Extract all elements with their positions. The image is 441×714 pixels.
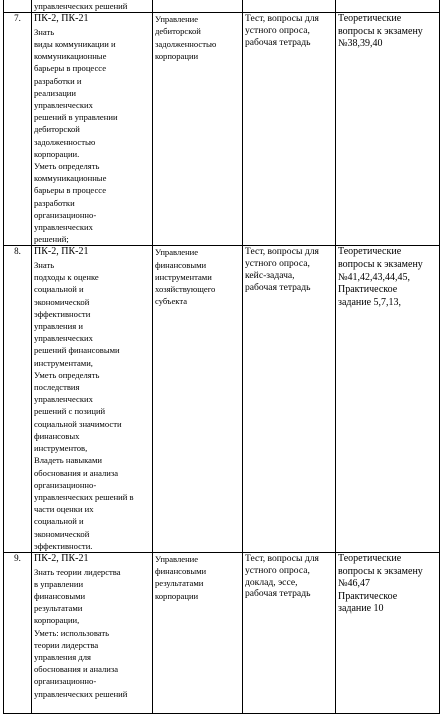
text-line: управления для: [34, 651, 91, 662]
text-line: разработки и: [34, 75, 82, 86]
text-line: Уметь определять: [34, 369, 100, 380]
text-line: результатами: [34, 603, 83, 614]
text-line: финансовыми: [155, 566, 207, 577]
text-line: экономической: [34, 528, 90, 539]
text-line: кейс-задача,: [245, 270, 295, 282]
text-line: эффективности: [34, 308, 91, 319]
text-line: финансовыми: [155, 259, 207, 270]
competence-code: ПК-2, ПК-21: [34, 13, 89, 25]
assessment-fund-cell: [336, 246, 440, 552]
text-line: управленческих: [34, 333, 93, 344]
text-line: разработки: [34, 197, 75, 208]
competence-code: ПК-2, ПК-21: [34, 246, 89, 258]
text-line: Знать: [34, 260, 55, 271]
competence-cell: [32, 246, 153, 552]
table-row-continued: [4, 0, 440, 13]
text-line: теории лидерства: [34, 639, 99, 650]
text-line: рабочая тетрадь: [245, 281, 311, 293]
text-line: инструментами: [155, 271, 212, 282]
text-line: виды коммуникации и: [34, 39, 116, 49]
text-line: результатами: [155, 578, 204, 589]
competence-code: ПК-2, ПК-21: [34, 552, 89, 564]
text-line: управленческих: [34, 222, 93, 233]
text-line: Тест, вопросы для: [245, 552, 319, 564]
text-line: последствия: [34, 382, 80, 393]
text-line: социальной и: [34, 516, 84, 527]
competence-cell: [32, 0, 153, 13]
text-line: экономической: [34, 296, 90, 307]
text-line: задание 5,7,13,: [338, 296, 402, 308]
text-line: задание 10: [338, 603, 384, 615]
text-line: управленческих решений: [34, 688, 128, 699]
text-line: рабочая тетрадь: [245, 588, 311, 600]
text-line: организационно-: [34, 209, 97, 220]
text-line: социальной значимости: [34, 418, 122, 429]
text-line: устного опроса,: [245, 564, 310, 576]
topic-cell: [153, 246, 243, 552]
table-row: [4, 246, 440, 552]
text-line: финансовых: [34, 430, 80, 441]
text-line: устного опроса,: [245, 25, 310, 36]
text-line: коммуникационные: [34, 173, 107, 184]
assessment-fund-cell: [336, 13, 440, 246]
text-line: решений с позиций: [34, 406, 106, 417]
assessment-forms-cell: [243, 13, 336, 246]
text-line: барьеры в процессе: [34, 63, 107, 74]
text-line: управления и: [34, 321, 83, 332]
text-line: инструментов,: [34, 443, 88, 454]
text-line: барьеры в процессе: [34, 185, 107, 196]
text-line: Знать теории лидерства: [34, 566, 121, 577]
text-line: вопросы к экзамену: [338, 259, 423, 271]
text-line: корпорации: [155, 50, 199, 61]
text-line: дебиторской: [155, 26, 201, 37]
text-line: Теоретические: [338, 552, 402, 564]
text-line: финансовыми: [34, 590, 86, 601]
text-line: реализации: [34, 87, 76, 98]
text-line: №38,39,40: [338, 38, 383, 50]
competence-text: [34, 259, 150, 552]
text-line: корпорации,: [34, 615, 80, 626]
text-line: вопросы к экзамену: [338, 25, 423, 37]
text-line: эффективности.: [34, 540, 93, 551]
text-line: Теоретические: [338, 246, 402, 258]
text-line: коммуникационные: [34, 51, 107, 62]
text-line: задолженностью: [34, 136, 96, 147]
text-line: Управление: [155, 14, 199, 25]
text-line: подходы к оценке: [34, 272, 99, 283]
assessment-forms-cell: [243, 246, 336, 552]
topic-cell: [153, 552, 243, 713]
competence-text: управленческих решений: [34, 1, 128, 11]
text-line: корпорации: [155, 590, 199, 601]
row-number: 7.: [4, 13, 32, 246]
text-line: хозяйствующего: [155, 284, 216, 295]
text-line: вопросы к экзамену: [338, 565, 423, 577]
text-line: организационно-: [34, 479, 97, 490]
text-line: Управление: [155, 247, 199, 258]
row-number: 9.: [4, 552, 32, 713]
text-line: в управлении: [34, 578, 84, 589]
text-line: рабочая тетрадь: [245, 36, 311, 48]
text-line: Уметь определять: [34, 161, 100, 172]
assessment-forms-cell: [243, 552, 336, 713]
text-line: Управление: [155, 553, 199, 564]
text-line: обоснования и анализа: [34, 664, 119, 675]
text-line: устного опроса,: [245, 258, 310, 270]
text-line: решений финансовыми: [34, 345, 120, 356]
text-line: организационно-: [34, 676, 97, 687]
text-line: доклад, эссе,: [245, 576, 298, 588]
competence-cell: [32, 13, 153, 246]
topic-cell: [153, 13, 243, 246]
text-line: №46,47: [338, 578, 371, 590]
text-line: Тест, вопросы для: [245, 246, 319, 258]
row-number: 8.: [4, 246, 32, 552]
text-line: управленческих: [34, 100, 93, 111]
text-line: управленческих: [34, 394, 93, 405]
text-line: Теоретические: [338, 13, 402, 25]
text-line: дебиторской: [34, 124, 80, 135]
text-line: корпорации.: [34, 148, 80, 159]
text-line: №41,42,43,44,45,: [338, 271, 411, 283]
text-line: Знать: [34, 26, 55, 37]
competence-table: [3, 0, 440, 714]
competence-text: [34, 566, 150, 700]
text-line: Практическое: [338, 590, 398, 602]
text-line: субъекта: [155, 296, 188, 307]
text-line: управленческих решений в: [34, 491, 134, 502]
text-line: социальной и: [34, 284, 84, 295]
assessment-fund-cell: [336, 552, 440, 713]
competence-cell: [32, 552, 153, 713]
table-row: [4, 13, 440, 246]
text-line: инструментами,: [34, 357, 93, 368]
table-row: [4, 552, 440, 713]
competence-text: [34, 26, 150, 246]
text-line: Владеть навыками: [34, 455, 102, 466]
text-line: решений в управлении: [34, 112, 118, 123]
text-line: решений;: [34, 234, 69, 245]
text-line: задолженностью: [155, 38, 217, 49]
text-line: обоснования и анализа: [34, 467, 119, 478]
text-line: Уметь: использовать: [34, 627, 110, 638]
text-line: части оценки их: [34, 504, 94, 515]
text-line: Практическое: [338, 284, 398, 296]
text-line: Тест, вопросы для: [245, 13, 319, 25]
